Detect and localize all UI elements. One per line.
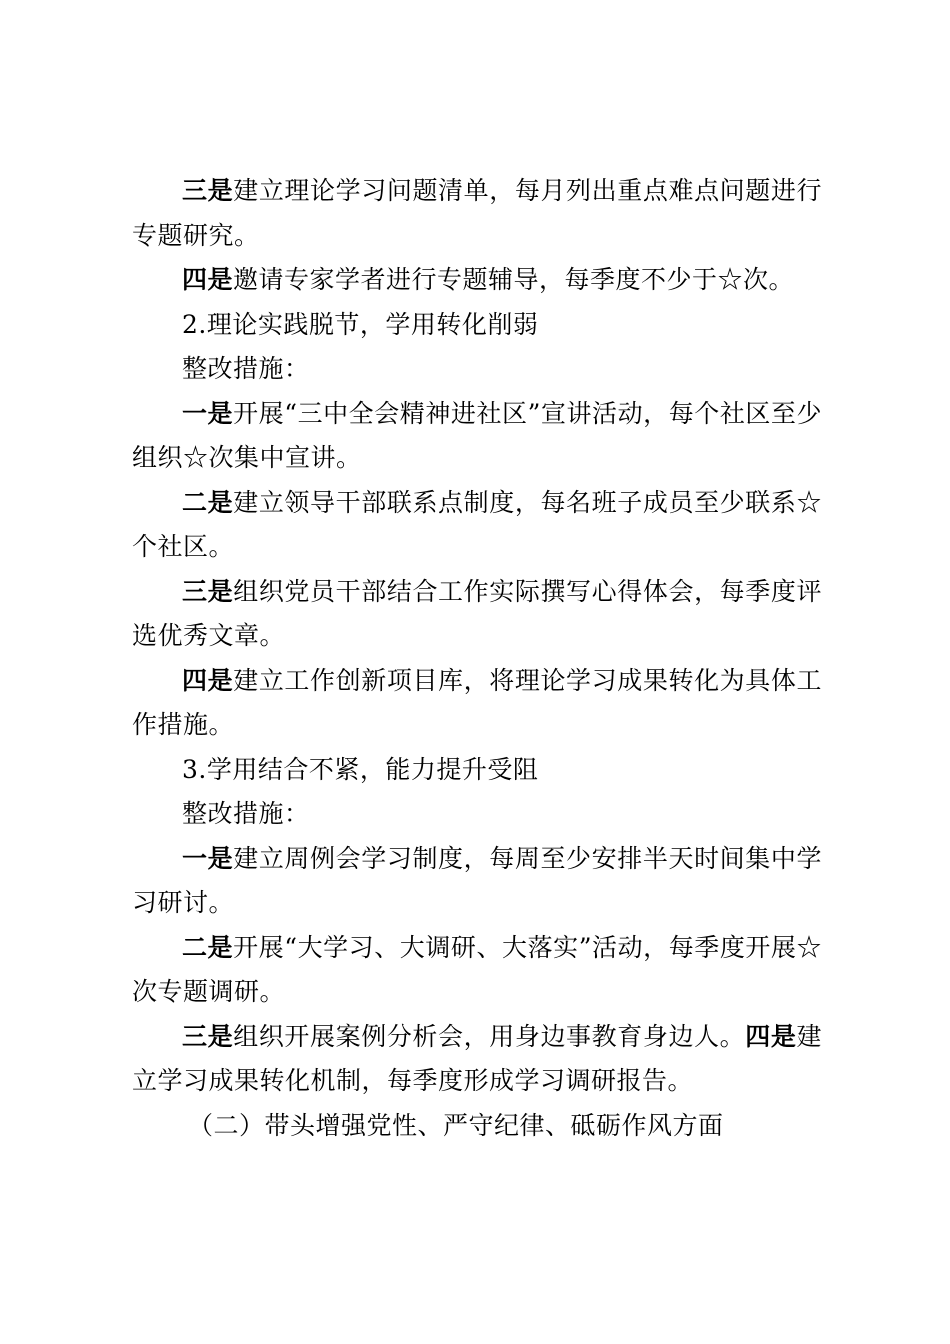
bold-lead: 三是: [182, 576, 234, 606]
label-text: 整改措施：: [182, 799, 310, 828]
bold-lead: 一是: [182, 843, 234, 873]
paragraph: [132, 392, 822, 481]
bold-lead-inline: 四是: [745, 1021, 797, 1051]
section-heading: [132, 748, 822, 793]
bold-lead: 三是: [182, 1021, 234, 1051]
document-body: [132, 169, 822, 1148]
bold-lead: 三是: [182, 176, 234, 205]
paragraph: [132, 837, 822, 926]
section-heading: [132, 303, 822, 348]
heading-text: 3.学用结合不紧，能力提升受阻: [182, 754, 539, 784]
paragraph: [132, 481, 822, 570]
paragraph: [132, 926, 822, 1015]
paragraph-text: 组织党员干部结合工作实际撰写心得体会，每季度评选优秀文章。: [132, 576, 822, 650]
heading-text: 2.理论实践脱节，学用转化削弱: [182, 309, 539, 339]
paragraph: [132, 258, 822, 303]
paragraph-text: 建立周例会学习制度，每周至少安排半天时间集中学习研讨。: [132, 843, 822, 917]
paragraph: [132, 169, 822, 258]
paragraph-text: 开展“大学习、大调研、大落实”活动，每季度开展☆次专题调研。: [132, 932, 822, 1006]
measures-label: [132, 792, 822, 837]
bold-lead: 四是: [182, 265, 234, 294]
chapter-heading: [132, 1104, 822, 1149]
paragraph: [132, 570, 822, 659]
bold-lead: 一是: [182, 398, 234, 428]
chapter-heading-text: （二）带头增强党性、严守纪律、砥砺作风方面: [188, 1110, 724, 1140]
paragraph: [132, 1015, 822, 1104]
bold-lead: 四是: [182, 665, 234, 695]
paragraph-text: 邀请专家学者进行专题辅导，每季度不少于☆次。: [233, 265, 795, 294]
paragraph-text: 建立领导干部联系点制度，每名班子成员至少联系☆个社区。: [132, 487, 822, 561]
paragraph-text: 开展“三中全会精神进社区”宣讲活动，每个社区至少组织☆次集中宣讲。: [132, 398, 822, 472]
paragraph-text: 建立工作创新项目库，将理论学习成果转化为具体工作措施。: [132, 665, 822, 739]
label-text: 整改措施：: [182, 354, 310, 383]
bold-lead: 二是: [182, 487, 234, 517]
paragraph-text-continued: 建立学习成果转化机制，每季度形成学习调研报告。: [132, 1021, 822, 1095]
paragraph: [132, 659, 822, 748]
paragraph-text: 建立理论学习问题清单，每月列出重点难点问题进行专题研究。: [132, 176, 822, 250]
paragraph-text: 组织开展案例分析会，用身边事教育身边人。: [233, 1021, 746, 1051]
measures-label: [132, 347, 822, 392]
bold-lead: 二是: [182, 932, 234, 962]
